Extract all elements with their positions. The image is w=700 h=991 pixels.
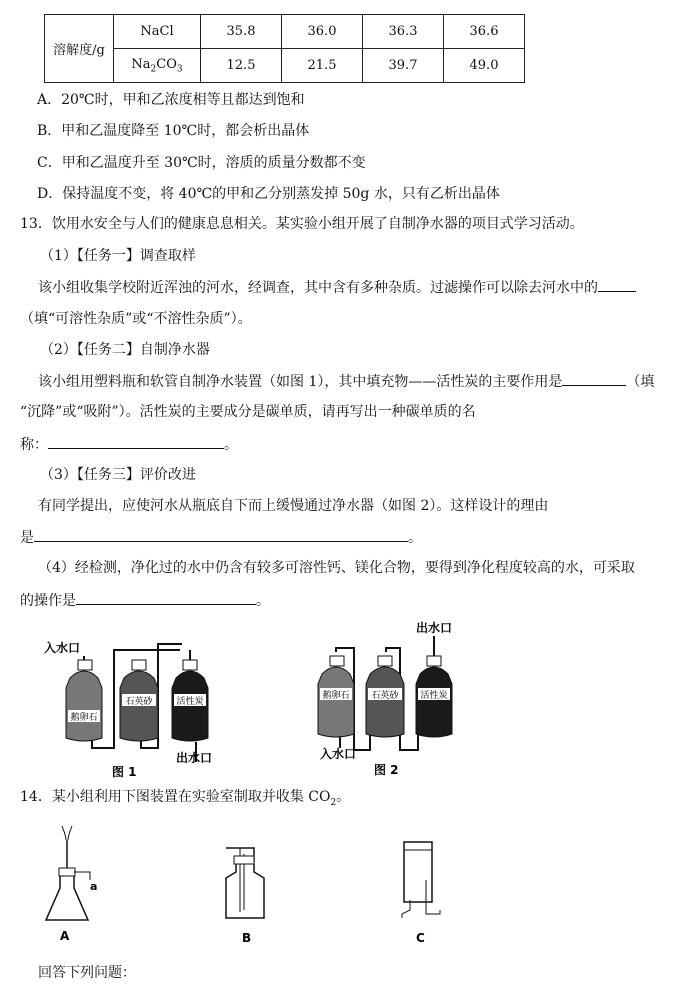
row-name-nacl: NaCl [114,15,201,49]
figure-1-water-purifier [40,630,240,780]
fig1-inlet-label: 入水口 [44,641,81,655]
apparatus-label: B [242,931,252,945]
task3-title: （3）【任务三】评价改进 [40,467,196,483]
answer-blank[interactable] [562,371,626,386]
option-a: A．20℃时，甲和乙浓度相等且都达到饱和 [37,92,305,108]
task4-line1: （4）经检测，净化过的水中仍含有较多可溶性钙、镁化合物，要得到净化程度较高的水，可采取 [38,560,635,576]
apparatus-c-trough [396,840,456,946]
fig1-outlet-label: 出水口 [176,751,213,765]
table-header-solubility: 溶解度/g [45,15,114,83]
answer-blank[interactable] [48,434,224,449]
q13-stem: 13．饮用水安全与人们的健康息息相关。某实验小组开展了自制净水器的项目式学习活动。 [20,216,584,232]
table-cell: 12.5 [201,49,282,83]
fig1-caption: 图 1 [112,765,137,779]
bottle-activated-carbon [172,660,208,741]
table-cell: 36.3 [363,15,444,49]
task1-title: （1）【任务一】调查取样 [40,248,196,264]
task3-line2: 是 。 [20,527,422,548]
table-cell: 36.0 [282,15,363,49]
bottle-label: 鹅卵石 [322,691,350,701]
option-b: B．甲和乙温度降至 10℃时，都会析出晶体 [37,123,310,139]
apparatus-label: A [60,929,70,943]
table-cell: 21.5 [282,49,363,83]
bottle-label: 活性炭 [420,691,448,701]
fig2-inlet-label: 入水口 [320,747,357,761]
task2-title: （2）【任务二】自制净水器 [40,342,210,358]
answer-blank[interactable] [34,527,408,542]
table-cell: 36.6 [444,15,525,49]
bottle-pebbles [318,656,354,737]
task1-line2: （填“可溶性杂质”或“不溶性杂质”）。 [20,311,252,327]
bottle-label: 石英砂 [125,697,153,707]
figure-2-water-purifier [316,618,476,780]
task1-line1: 该小组收集学校附近浑浊的河水，经调查，其中含有多种杂质。过滤操作可以除去河水中的 [38,277,636,298]
answer-prompt: 回答下列问题： [38,965,136,981]
bottle-quartz-sand [120,660,158,741]
row-name-na2co3: $Na_2CO_3$ [114,49,201,83]
apparatus-label: C [416,931,425,945]
table-cell: 35.8 [201,15,282,49]
task4-line2: 的操作是 。 [20,590,270,611]
q14-stem: 14．某小组利用下图装置在实验室制取并收集 $CO_2$。 [20,789,351,808]
bottle-quartz-sand [366,656,404,737]
bottle-pebbles [66,660,102,741]
table-cell: 49.0 [444,49,525,83]
fig2-caption: 图 2 [374,763,399,777]
bottle-label: 鹅卵石 [70,713,98,723]
task2-line2: “沉降”或“吸附”）。活性炭的主要成分是碳单质，请再写出一种碳单质的名 [20,404,476,420]
answer-blank[interactable] [76,590,256,605]
task2-line1: 该小组用塑料瓶和软管自制净水装置（如图 1），其中填充物——活性炭的主要作用是 （填 [38,371,654,392]
bottle-activated-carbon [416,656,452,737]
part-a-label: a [90,880,98,893]
table-cell: 39.7 [363,49,444,83]
bottle-label: 活性炭 [176,697,204,707]
bottle-label: 石英砂 [371,691,399,701]
apparatus-a-flask [36,824,116,946]
apparatus-b-gas-bottle [218,838,278,946]
fig2-outlet-label: 出水口 [416,621,453,635]
option-c: C．甲和乙温度升至 30℃时，溶质的质量分数都不变 [37,155,366,171]
task2-line3: 称： 。 [20,434,238,455]
answer-blank[interactable] [598,277,636,292]
task3-line1: 有同学提出，应使河水从瓶底自下而上缓慢通过净水器（如图 2）。这样设计的理由 [38,498,549,514]
solubility-table [44,14,525,83]
option-d: D．保持温度不变，将 40℃的甲和乙分别蒸发掉 50g 水，只有乙析出晶体 [37,186,500,202]
